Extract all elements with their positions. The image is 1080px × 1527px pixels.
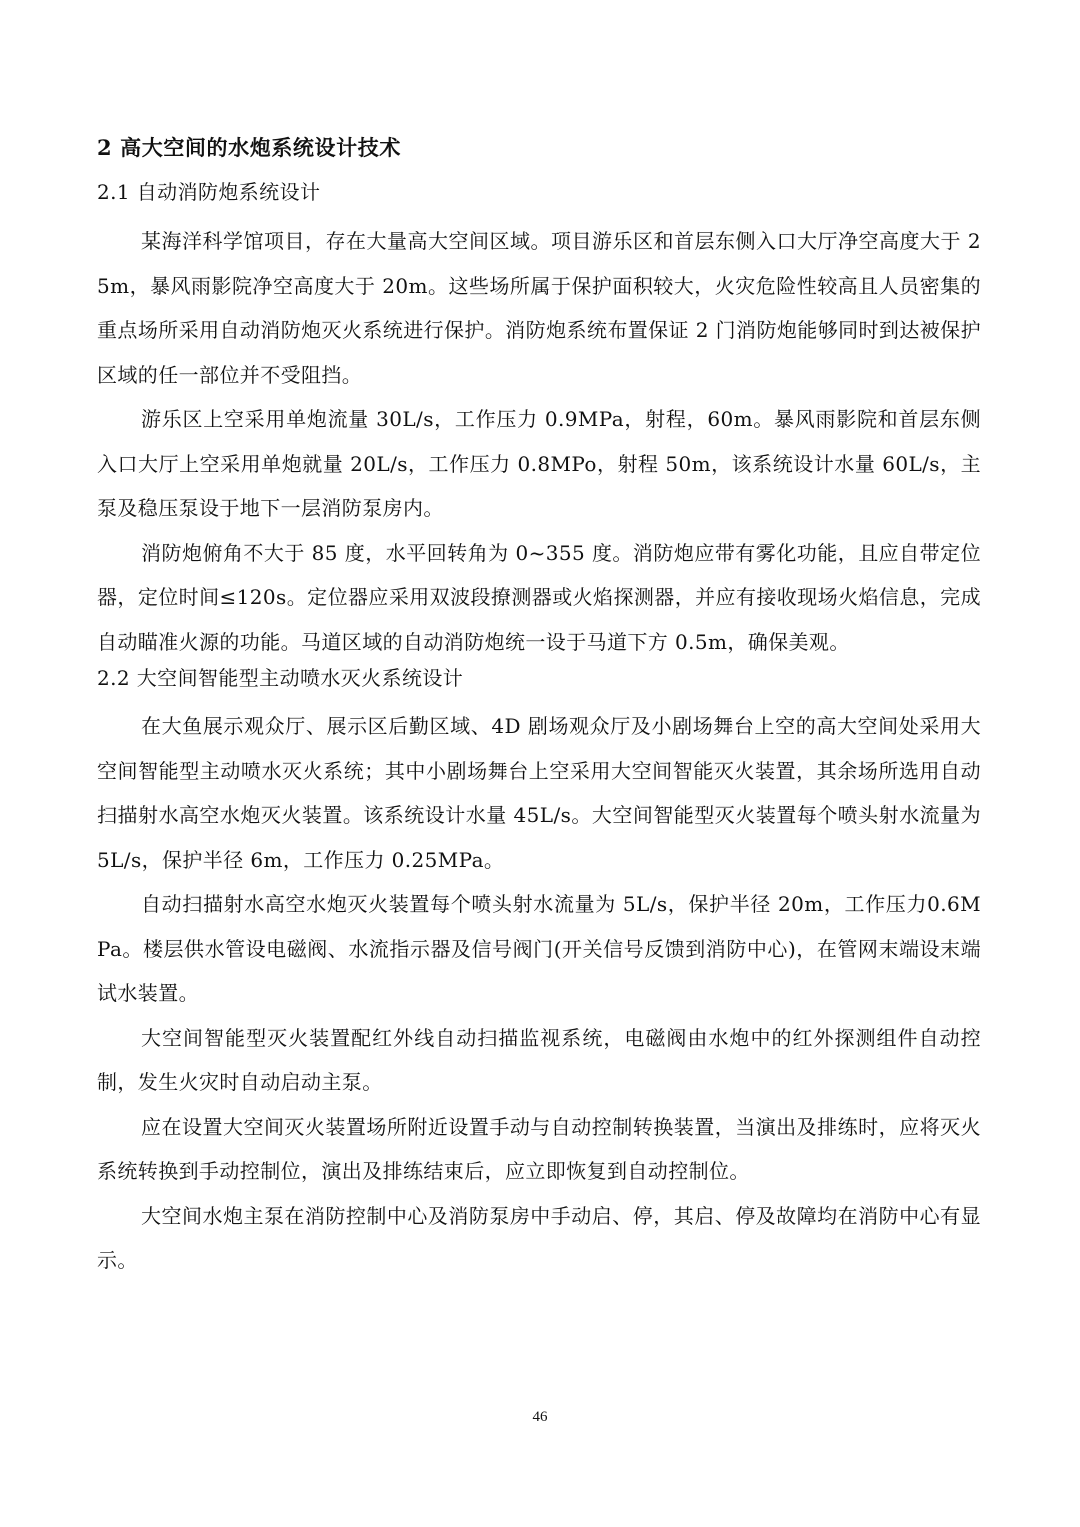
section-heading: 2 高大空间的水炮系统设计技术 (97, 135, 401, 160)
paragraph: 消防炮俯角不大于 85 度，水平回转角为 0~355 度。消防炮应带有雾化功能，且应自带定位器，定位时间≤120s。定位器应采用双波段撩测器或火焰探测器，并应有接收现场火焰信息，完成自动瞄准火源的功能。马道区域的自动消防炮统一设于马道下方 0.5m，确保美观。 (97, 540, 981, 654)
subsection-heading-2-2: 2.2 大空间智能型主动喷水灭火系统设计 (97, 666, 464, 690)
paragraph: 在大鱼展示观众厅、展示区后勤区域、4D 剧场观众厅及小剧场舞台上空的高大空间处采用大空间智能型主动喷水灭火系统；其中小剧场舞台上空采用大空间智能灭火装置，其余场所选用自动扫描射水高空水炮灭火装置。该系统设计水量 45L/s。大空间智能型灭火装置每个喷头射水流量为 5L/s，保护半径 6m，工作压力 0.25MPa。 (97, 714, 981, 872)
paragraph: 游乐区上空采用单炮流量 30L/s，工作压力 0.9MPa，射程，60m。暴风雨影院和首层东侧入口大厅上空采用单炮就量 20L/s，工作压力 0.8MPo，射程 50m，该系统设计水量 60L/s，主泵及稳压泵设于地下一层消防泵房内。 (97, 407, 981, 520)
paragraph: 应在设置大空间灭火装置场所附近设置手动与自动控制转换装置，当演出及排练时，应将灭火系统转换到手动控制位，演出及排练结束后，应立即恢复到自动控制位。 (97, 1114, 981, 1183)
subsection-heading-2-1: 2.1 自动消防炮系统设计 (97, 180, 321, 204)
document-body (97, 133, 981, 1283)
paragraph: 某海洋科学馆项目，存在大量高大空间区域。项目游乐区和首层东侧入口大厅净空高度大于 25m，暴风雨影院净空高度大于 20m。这些场所属于保护面积较大，火灾危险性较高且人员密集的重点场所采用自动消防炮灭火系统进行保护。消防炮系统布置保证 2 门消防炮能够同时到达被保护区域的任一部位并不受阻挡。 (97, 229, 981, 387)
page-number: 46 (532, 1409, 548, 1425)
paragraph: 大空间水炮主泵在消防控制中心及消防泵房中手动启、停，其启、停及故障均在消防中心有显示。 (97, 1203, 981, 1272)
paragraph: 大空间智能型灭火装置配红外线自动扫描监视系统，电磁阀由水炮中的红外探测组件自动控制，发生火灾时自动启动主泵。 (97, 1025, 981, 1094)
paragraph: 自动扫描射水高空水炮灭火装置每个喷头射水流量为 5L/s，保护半径 20m，工作压力0.6MPa。楼层供水管设电磁阀、水流指示器及信号阀门(开关信号反馈到消防中心)，在管网末端设末端试水装置。 (97, 892, 981, 1005)
